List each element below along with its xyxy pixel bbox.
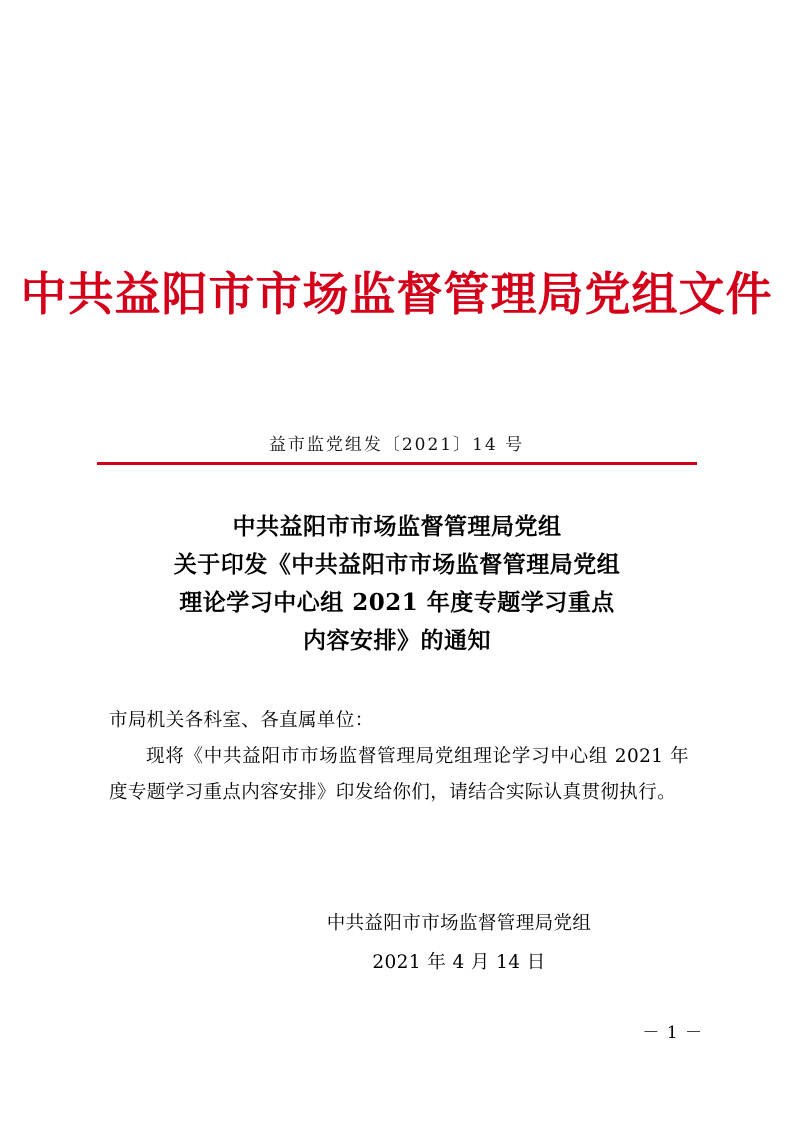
document-title-line-3: 理论学习中心组 2021 年度专题学习重点	[179, 588, 615, 616]
page-number: － 1 －	[642, 1023, 703, 1043]
signature-issuer: 中共益阳市市场监督管理局党组	[326, 913, 592, 934]
document-masthead-title: 中共益阳市市场监督管理局党组文件	[20, 267, 773, 321]
red-separator-rule	[97, 462, 697, 465]
document-body	[109, 703, 689, 811]
document-signature	[109, 905, 689, 983]
document-paragraph: 现将《中共益阳市市场监督管理局党组理论学习中心组 2021 年度专题学习重点内容安排》印发给你们，请结合实际认真贯彻执行。	[109, 746, 689, 804]
document-title-line-1: 中共益阳市市场监督管理局党组	[232, 513, 562, 540]
signature-date: 2021 年 4 月 14 日	[372, 951, 546, 973]
document-title	[96, 508, 698, 660]
document-title-line-2: 关于印发《中共益阳市市场监督管理局党组	[173, 550, 621, 578]
document-title-line-4: 内容安排》的通知	[303, 626, 491, 654]
document-number: 益市监党组发〔2021〕14 号	[268, 435, 525, 455]
document-salutation: 市局机关各科室、各直属单位：	[109, 710, 374, 731]
